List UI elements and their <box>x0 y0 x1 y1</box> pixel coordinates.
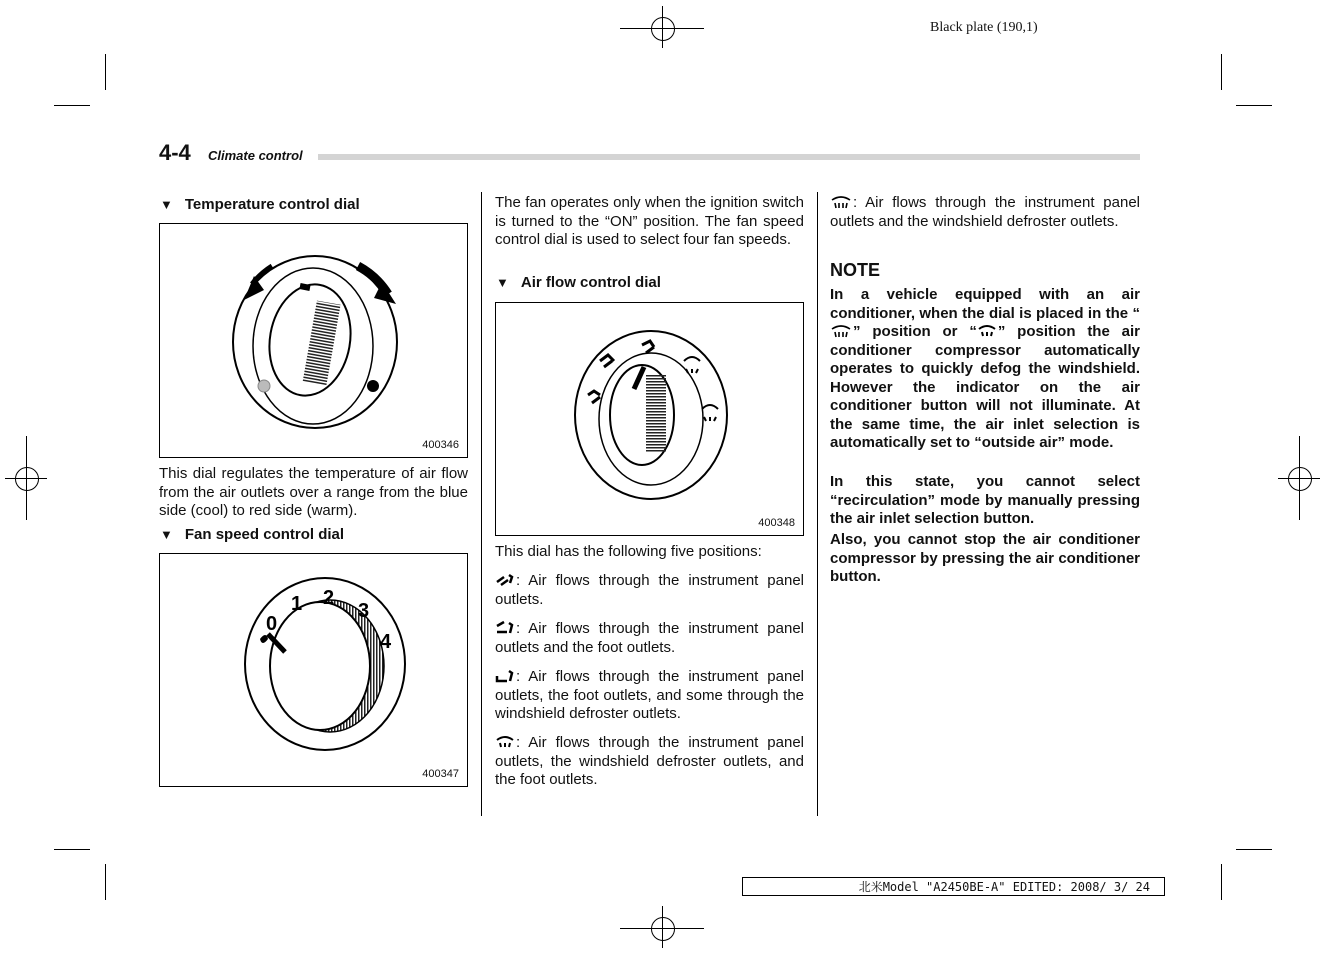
fan-speed-1: 1 <box>291 593 303 615</box>
vent-foot-icon <box>495 668 515 684</box>
header-rule <box>318 154 1140 160</box>
temp-dial-figure <box>159 223 468 458</box>
figure-code: 400348 <box>758 517 795 529</box>
fan-speed-3: 3 <box>358 600 370 622</box>
note-paragraph: In this state, you cannot select “recirculation” mode by manually pressing the air inlet selection button. <box>830 473 1140 527</box>
figure-code: 400347 <box>422 768 459 780</box>
defrost-icon <box>830 194 852 210</box>
position-item: : Air flows through the instrument panel outlets. <box>495 572 804 608</box>
fan-speed-2: 2 <box>323 587 335 609</box>
temp-dial-illustration <box>160 224 467 457</box>
defrost-icon <box>830 323 852 339</box>
figure-code: 400346 <box>422 439 459 451</box>
note-title: NOTE <box>830 260 881 280</box>
crop-mark <box>1236 849 1272 850</box>
vent-face-foot-icon <box>495 620 515 636</box>
position-item: : Air flows through the instrument panel outlets, the windshield defroster outlets, and the foot outlets. <box>495 734 804 788</box>
triangle-bullet-icon: ▼ <box>496 275 509 290</box>
fan-speed-0: 0 <box>266 613 278 635</box>
airflow-dial-figure <box>495 302 804 536</box>
positions-intro: This dial has the following five positions: <box>495 543 762 560</box>
note-paragraph: In a vehicle equipped with an air conditioner, when the dial is placed in the “” position or “ ” position the air conditioner compressor automatically operates to quickly defog the windshield. However the indicator on the air conditioner button will not illuminate. At the same time, the air inlet selection is automatically set to “outside air” mode. <box>830 286 1140 451</box>
crop-mark <box>105 864 106 900</box>
crop-mark <box>1221 864 1222 900</box>
registration-mark <box>1288 467 1312 491</box>
crop-mark <box>1236 105 1272 106</box>
fan-dial-figure <box>159 553 468 787</box>
defrost-foot-icon <box>977 323 997 339</box>
registration-mark <box>651 17 675 41</box>
column-divider <box>481 192 482 816</box>
crop-mark <box>105 54 106 90</box>
temp-dial-description: This dial regulates the temperature of air flow from the air outlets over a range from the blue side (cool) to red side (warm). <box>159 465 468 519</box>
position-item: : Air flows through the instrument panel outlets, the foot outlets, and some through the windshield defroster outlets. <box>495 668 804 722</box>
note-paragraph: Also, you cannot stop the air conditioner compressor by pressing the air conditioner button. <box>830 531 1140 585</box>
airflow-dial-illustration <box>496 303 803 535</box>
column-divider <box>817 192 818 816</box>
fan-dial-illustration <box>160 554 467 786</box>
fan-operation-text: The fan operates only when the ignition switch is turned to the “ON” position. The fan speed control dial is used to select four fan speeds. <box>495 194 804 248</box>
registration-mark <box>651 917 675 941</box>
triangle-bullet-icon: ▼ <box>160 197 173 212</box>
airflow-dial-heading: ▼ Air flow control dial <box>496 274 661 291</box>
crop-mark <box>1221 54 1222 90</box>
triangle-bullet-icon: ▼ <box>160 527 173 542</box>
position-item: : Air flows through the instrument panel outlets and the foot outlets. <box>495 620 804 656</box>
page-number: 4-4 <box>159 140 191 165</box>
defrost-position-item: : Air flows through the instrument panel outlets and the windshield defroster outlets. <box>830 194 1140 230</box>
crop-mark <box>54 849 90 850</box>
section-title: Climate control <box>208 148 303 163</box>
vent-face-icon <box>495 572 515 588</box>
registration-mark <box>15 467 39 491</box>
temp-dial-heading: ▼ Temperature control dial <box>160 196 360 213</box>
fan-speed-4: 4 <box>380 631 392 653</box>
defrost-foot-icon <box>495 734 515 750</box>
crop-mark <box>54 105 90 106</box>
plate-label: Black plate (190,1) <box>930 20 1038 35</box>
edit-footer: 北米Model "A2450BE-A" EDITED: 2008/ 3/ 24 <box>742 877 1165 896</box>
fan-dial-heading: ▼ Fan speed control dial <box>160 526 345 543</box>
